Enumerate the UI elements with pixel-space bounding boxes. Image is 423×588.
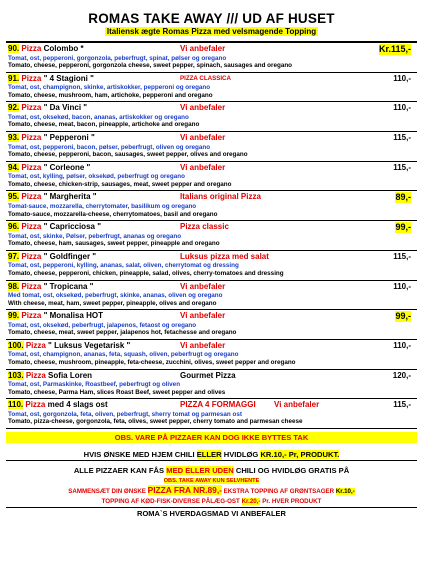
f1-part-a: HVIS ØNSKE MED HJEM CHILI [83,449,197,459]
menu-item [6,399,417,429]
item-number: 96. [8,222,20,232]
menu-item [6,281,417,311]
item-pizza-word: Pizza [25,370,46,380]
item-ingredients-english: Tomato, cheese, chicken-strip, sausages, meat, sweet pepper and oregano [8,180,232,188]
item-number: 110. [8,400,24,410]
item-tag: Vi anbefaler [180,162,226,172]
item-price: 115,- [393,162,411,172]
menu-items-list [6,41,417,429]
item-name: " Pepperoni " [41,133,95,143]
obs-notice: OBS. VARE PÅ PIZZAER KAN DOG IKKE BYTTES TAK [6,432,417,443]
item-number: 99. [8,311,20,321]
item-name: " Da Vinci " [41,103,88,113]
item-pizza-word: Pizza [21,73,42,83]
item-price: 110,- [393,281,411,291]
item-ingredients-english: Tomato, cheese, pepperoni, gorgonzola cheese, sweet pepper, spinach, sausages and oregano [8,62,293,70]
menu-item-header [8,44,415,55]
item-pizza-word: Pizza [21,311,42,321]
menu-item-header [8,282,415,293]
item-price: 99,- [395,222,411,233]
item-price: 110,- [393,340,411,350]
item-pizza-word: Pizza [21,133,42,143]
f2-part-b: MED ELLER UDEN [166,465,234,475]
menu-item-header [8,74,415,85]
item-tag: Luksus pizza med salat [180,251,269,261]
item-number: 90. [8,44,20,53]
menu-item [6,102,417,132]
item-number: 94. [8,162,20,172]
compose-pizza-line [6,485,417,496]
item-number: 100. [8,340,24,350]
f1-part-c: HVIDLØG [221,449,261,459]
item-pizza-word: Pizza [21,162,42,172]
item-number: 92. [8,103,20,113]
f5-part-a: TOPPING AF KØD-FISK-DIVERSE PÅLÆG-OST [101,497,242,505]
item-pizza-word: Pizza [21,44,42,53]
menu-item [6,162,417,192]
menu-item [6,310,417,340]
item-ingredients-danish: Tomat-sauce, mozzarella, cherrytomater, basilikum og oregano [8,202,197,210]
item-ingredients-english: Tomato, cheese, Parma Ham, slices Roast Beef, sweet pepper and olives [8,388,226,396]
item-name: " Tropicana " [41,281,94,291]
item-price: 120,- [392,370,411,380]
item-price: 99,- [395,311,411,322]
f5-part-c: Pr. HVER PRODUKT [260,497,322,505]
f4-part-a: SAMMENSÆT DIN ØNSKE [68,487,148,495]
item-ingredients-english: Tomato, cheese, pepperoni, bacon, sausages, sweet pepper, olives and oregano [8,151,248,159]
takeaway-notice [6,477,417,485]
menu-item-header [8,341,415,352]
item-ingredients-english: Tomato-sauce, mozzarella-cheese, cherrytomatoes, basil and oregano [8,210,218,218]
item-number: 103. [8,370,24,380]
item-number: 97. [8,251,20,261]
f2-part-a: ALLE PIZZAER KAN FÅS [73,465,167,475]
item-tag: Vi anbefaler [180,340,226,350]
item-pizza-word: Pizza [21,251,42,261]
menu-item [6,132,417,162]
item-tag: Vi anbefaler [180,281,226,291]
item-ingredients-danish: Tomat, ost, kylling, pølser, oksekød, peberfrugt og oregano [8,173,185,181]
item-ingredients-danish: Tomat, ost, skinke, Pølser, peberfrugt, ananas og oregano [8,232,182,240]
f5-part-b: Kr.20,- [241,497,261,505]
extra-topping-line [6,496,417,507]
item-number: 95. [8,192,20,202]
item-name: " Capricciosa " [41,222,101,232]
item-name: Sofia Loren [45,370,93,380]
item-tag: Vi anbefaler [180,133,226,143]
item-price: 115,- [393,400,411,410]
item-ingredients-danish: Tomat, ost, champignon, skinke, artiskokker, pepperoni og oregano [8,84,211,92]
item-ingredients-danish: Tomat, ost, champignon, ananas, feta, squash, oliven, peberfrugt og oregano [8,351,239,359]
menu-item-header [8,252,415,263]
menu-item [6,73,417,103]
free-chili-garlic-line [6,465,417,477]
item-pizza-word: Pizza [25,400,46,410]
item-name: " Corleone " [41,162,91,172]
menu-item [6,221,417,251]
menu-footer [6,432,417,518]
menu-item [6,340,417,370]
subtitle-text: Italiensk ægte Romas Pizza med velsmagende Topping [106,27,317,36]
item-ingredients-danish: Tomat, ost, pepperoni, gorgonzola, peberfrugt, spinat, pølser og oregano [8,54,227,62]
item-ingredients-danish: Tomat, ost, oksekød, peberfrugt, jalapenos, fetaost og oregano [8,321,197,329]
item-name: " Goldfinger " [41,251,97,261]
f1-part-b: ELLER [196,449,222,459]
item-ingredients-english: Tomato, cheese, mushroom, pineapple, feta-cheese, zucchini, olives, sweet pepper and oregano [8,358,296,366]
item-pizza-word: Pizza [21,281,42,291]
f4-part-b: PIZZA FRA NR.89,- [147,484,222,495]
item-name: med 4 slags ost [45,400,108,410]
item-ingredients-danish: Tomat, ost, pepperoni, bacon, pølser, peberfrugt, oliven og oregano [8,143,211,151]
chili-garlic-price-line [6,449,417,461]
item-name: " 4 Stagioni " [41,73,94,83]
item-pizza-word: Pizza [21,103,42,113]
f4-part-c: EKSTRA TOPPING AF GRØNTSAGER [221,487,336,495]
menu-item-header [8,222,415,233]
item-ingredients-english: Tomato, cheese, pepperoni, chicken, pineapple, salad, olives, cherry-tomatoes and dressing [8,269,284,277]
item-ingredients-danish: Tomat, ost, gorgonzola, feta, oliven, peberfrugt, sherry tomat og parmesan ost [8,410,242,418]
item-tag: Vi anbefaler [180,103,226,113]
takeaway-notice-text: OBS. TAKE AWAY KUN SELVHENTE [163,477,260,484]
menu-item [6,370,417,400]
menu-item-header [8,133,415,144]
item-ingredients-english: With cheese, meat, ham, sweet pepper, pineapple, olives and oregano [8,299,217,307]
item-price: 110,- [393,73,411,83]
menu-item [6,191,417,221]
item-ingredients-english: Tomato, cheese, meat, bacon, pineapple, artichoke and oregano [8,121,200,129]
f4-part-d: Kr.10,- [335,487,355,495]
item-tag: PIZZA 4 FORMAGGI [180,400,256,410]
item-tag: Vi anbefaler [180,44,226,53]
menu-item-header [8,192,415,203]
item-price: 89,- [395,192,411,203]
item-name: Colombo * [41,44,84,53]
menu-page [6,10,417,518]
item-ingredients-danish: Tomat, ost, oksekød, bacon, ananas, artiskokker og oregano [8,113,189,121]
item-ingredients-danish: Med tomat, ost, oksekød, peberfrugt, skinke, ananas, oliven og oregano [8,292,223,299]
item-ingredients-english: Tomato, pizza-cheese, gorgonzola, feta, olives, sweet pepper, cherry tomato and parmesan cheese [8,418,303,426]
page-title: ROMAS TAKE AWAY /// UD AF HUSET [88,11,335,26]
page-subtitle [6,27,417,37]
f1-part-d: KR.10,- Pr, PRODUKT. [260,449,340,459]
menu-item-header [8,103,415,114]
item-tag-secondary: Vi anbefaler [274,400,320,410]
f2-part-c: CHILI OG HVIDLØG GRATIS PÅ [233,465,350,475]
item-tag: Italians original Pizza [180,192,261,202]
menu-item-header [8,163,415,174]
item-ingredients-danish: Tomat, ost, Parmaskinke, Roastbeef, peberfrugt og oliven [8,381,181,389]
item-ingredients-english: Tomato, cheese, meat, sweet pepper, jalapenos hot, fetachesse and oregano [8,329,237,337]
recommendation-line: ROMA`S HVERDAGSMAD VI ANBEFALER [6,507,417,518]
item-pizza-word: Pizza [21,192,42,202]
item-pizza-word: Pizza [21,222,42,232]
item-ingredients-english: Tomato, cheese, mushroom, ham, artichoke, pepperoni and oregano [8,91,213,99]
item-price: 115,- [393,251,411,261]
item-ingredients-danish: Tomat, ost, pepperoni, kylling, ananas, salat, oliven, cherrytomat og dressing [8,262,239,270]
item-price: 115,- [393,133,411,143]
item-tag: Vi anbefaler [180,311,226,321]
item-price: 110,- [393,103,411,113]
item-tag: Gourmet Pizza [180,370,236,380]
item-number: 91. [8,73,20,83]
menu-item-header [8,371,415,382]
menu-item-header [8,311,415,322]
item-price: Kr.115,- [378,44,411,54]
item-tag: Pizza classic [180,222,229,232]
item-name: " Margherita " [41,192,97,202]
menu-item [6,41,417,73]
item-pizza-word: Pizza [25,340,46,350]
menu-item [6,251,417,281]
menu-item-header [8,400,415,411]
item-number: 98. [8,281,20,291]
item-name: " Luksus Vegetarisk " [45,340,131,350]
item-name: " Monalisa HOT [41,311,103,321]
item-ingredients-english: Tomato, cheese, ham, sausages, sweet pepper, pineapple and oregano [8,240,220,248]
item-tag: PIZZA CLASSICA [180,74,231,82]
item-number: 93. [8,133,20,143]
